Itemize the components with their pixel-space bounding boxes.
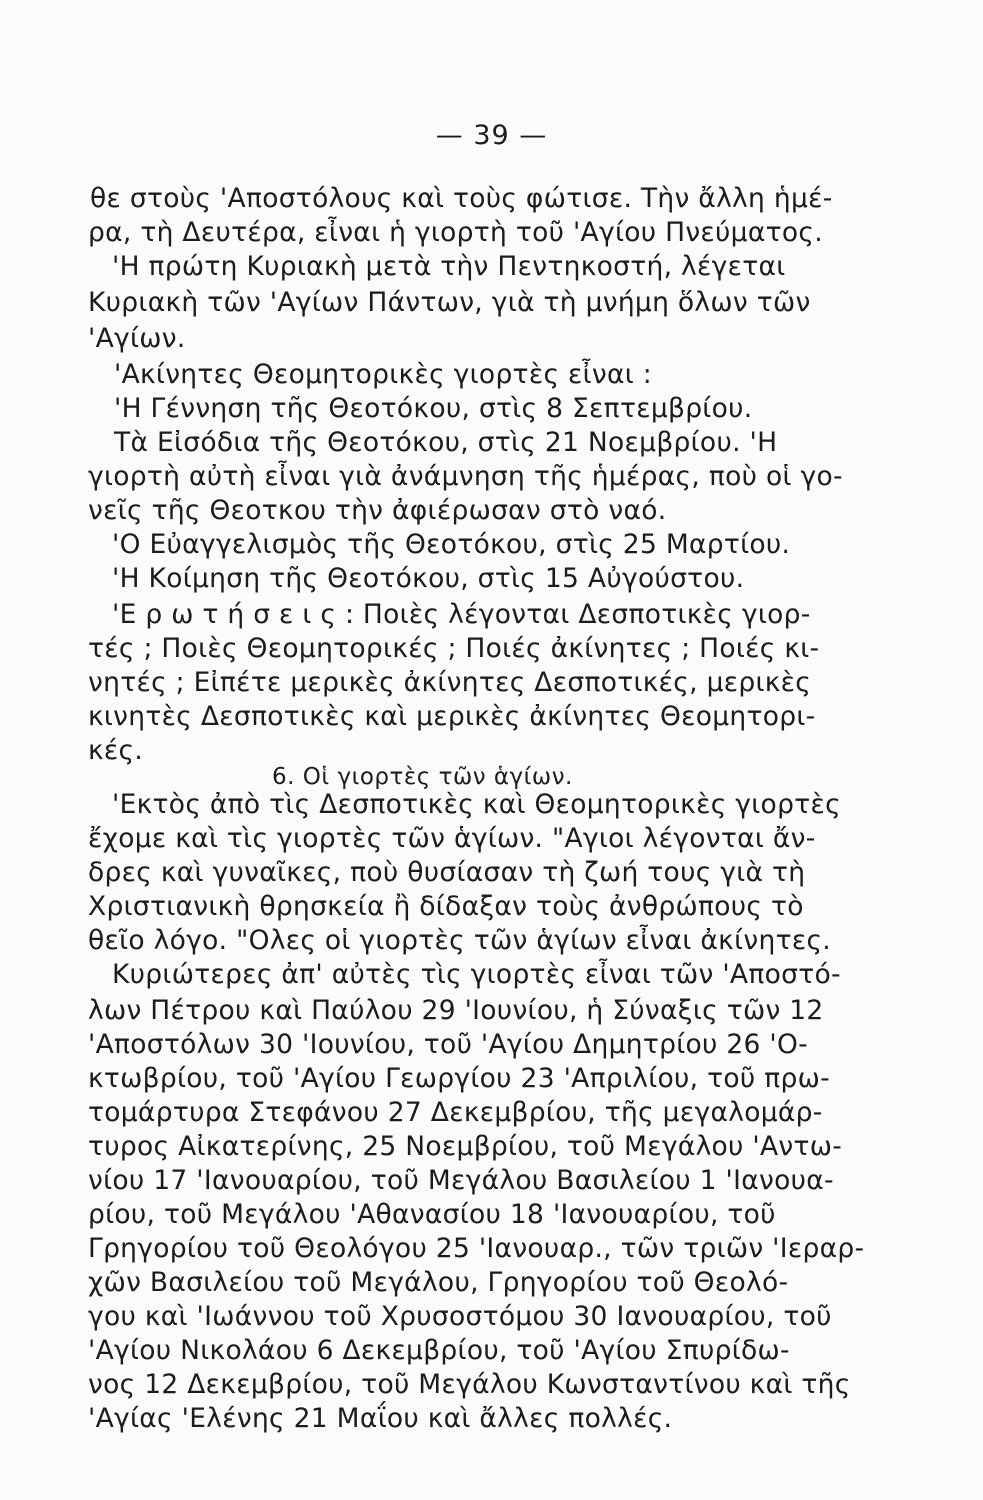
text-line: ρίου, τοῦ Μεγάλου 'Αθανασίου 18 'Ιανουαρίου, τοῦ	[88, 1199, 776, 1230]
text-line: Κυριώτερες ἀπ' αὐτὲς τὶς γιορτὲς εἶναι τῶν 'Αποστό-	[112, 959, 841, 990]
text-line: ἔχομε καὶ τὶς γιορτὲς τῶν ἁγίων. "Αγιοι λέγονται ἄν-	[88, 823, 816, 854]
text-line: Χριστιανικὴ θρησκεία ἢ δίδαξαν τοὺς ἀνθρώπους τὸ	[88, 891, 804, 922]
text-line: 'Ε ρ ω τ ή σ ε ι ς : Ποιὲς λέγονται Δεσποτικὲς γιορ-	[112, 599, 811, 630]
page-number: — 39 —	[435, 120, 548, 151]
text-line: λων Πέτρου καὶ Παύλου 29 'Ιουνίου, ἡ Σύναξις τῶν 12	[88, 995, 824, 1026]
text-line: θεῖο λόγο. "Ολες οἱ γιορτὲς τῶν ἁγίων εἶναι ἀκίνητες.	[88, 925, 832, 956]
text-line: Γρηγορίου τοῦ Θεολόγου 25 'Ιανουαρ., τῶν τριῶν 'Ιεραρ-	[88, 1233, 865, 1264]
text-line: 'Ακίνητες Θεομητορικὲς γιορτὲς εἶναι :	[114, 359, 652, 390]
text-line: 'Η Κοίμηση τῆς Θεοτόκου, στὶς 15 Αὐγούστου.	[112, 563, 745, 594]
text-line: Κυριακὴ τῶν 'Αγίων Πάντων, γιὰ τὴ μνήμη ὅλων τῶν	[88, 287, 811, 318]
section-heading: 6. Οἱ γιορτὲς τῶν ἁγίων.	[272, 764, 573, 790]
text-line: χῶν Βασιλείου τοῦ Μεγάλου, Γρηγορίου τοῦ Θεολό-	[88, 1267, 789, 1298]
text-line: 'Αγίου Νικολάου 6 Δεκεμβρίου, τοῦ 'Αγίου Σπυρίδω-	[88, 1335, 790, 1366]
text-line: νητές ; Εἰπέτε μερικὲς ἀκίνητες Δεσποτικές, μερικὲς	[88, 667, 812, 698]
text-line: τές ; Ποιὲς Θεομητορικές ; Ποιές ἀκίνητες ; Ποιές κι-	[88, 633, 820, 664]
text-line: θε στοὺς 'Αποστόλους καὶ τοὺς φώτισε. Τὴν ἄλλη ἡμέ-	[90, 183, 833, 214]
text-line: δρες καὶ γυναῖκες, ποὺ θυσίασαν τὴ ζωή τους γιὰ τὴ	[88, 857, 806, 888]
text-line: 'Εκτὸς ἀπὸ τὶς Δεσποτικὲς καὶ Θεομητορικὲς γιορτὲς	[112, 789, 841, 820]
text-line: 'Αγίων.	[88, 323, 186, 354]
text-line: γιορτὴ αὐτὴ εἶναι γιὰ ἀνάμνηση τῆς ἡμέρας, ποὺ οἱ γο-	[88, 461, 843, 492]
text-line: νος 12 Δεκεμβρίου, τοῦ Μεγάλου Κωνσταντίνου καὶ τῆς	[88, 1369, 851, 1400]
text-line: ρα, τὴ Δευτέρα, εἶναι ἡ γιορτὴ τοῦ 'Αγίου Πνεύματος.	[88, 217, 823, 248]
text-line: κές.	[88, 735, 144, 766]
text-line: κινητὲς Δεσποτικὲς καὶ μερικὲς ἀκίνητες Θεομητορι-	[88, 701, 816, 732]
text-line: τομάρτυρα Στεφάνου 27 Δεκεμβρίου, τῆς μεγαλομάρ-	[88, 1097, 823, 1128]
text-line: 'Ο Εὐαγγελισμὸς τῆς Θεοτόκου, στὶς 25 Μαρτίου.	[112, 529, 791, 560]
text-line: 'Αγίας 'Ελένης 21 Μαΐου καὶ ἄλλες πολλές.	[88, 1403, 673, 1434]
text-line: κτωβρίου, τοῦ 'Αγίου Γεωργίου 23 'Απριλίου, τοῦ πρω-	[88, 1063, 830, 1094]
text-line: νίου 17 'Ιανουαρίου, τοῦ Μεγάλου Βασιλείου 1 'Ιανουα-	[88, 1165, 834, 1196]
text-line: 'Η Γέννηση τῆς Θεοτόκου, στὶς 8 Σεπτεμβρίου.	[114, 393, 753, 424]
text-line: 'Αποστόλων 30 'Ιουνίου, τοῦ 'Αγίου Δημητρίου 26 'Ο-	[88, 1029, 808, 1060]
text-line: γου καὶ 'Ιωάννου τοῦ Χρυσοστόμου 30 Ιανουαρίου, τοῦ	[88, 1301, 832, 1332]
text-line: νεῖς τῆς Θεοτκου τὴν ἀφιέρωσαν στὸ ναό.	[88, 495, 667, 526]
text-line: 'Η πρώτη Κυριακὴ μετὰ τὴν Πεντηκοστή, λέγεται	[112, 251, 786, 282]
text-line: τυρος Αἰκατερίνης, 25 Νοεμβρίου, τοῦ Μεγάλου 'Αντω-	[88, 1131, 843, 1162]
text-line: Τὰ Εἰσόδια τῆς Θεοτόκου, στὶς 21 Νοεμβρίου. 'Η	[114, 427, 778, 458]
